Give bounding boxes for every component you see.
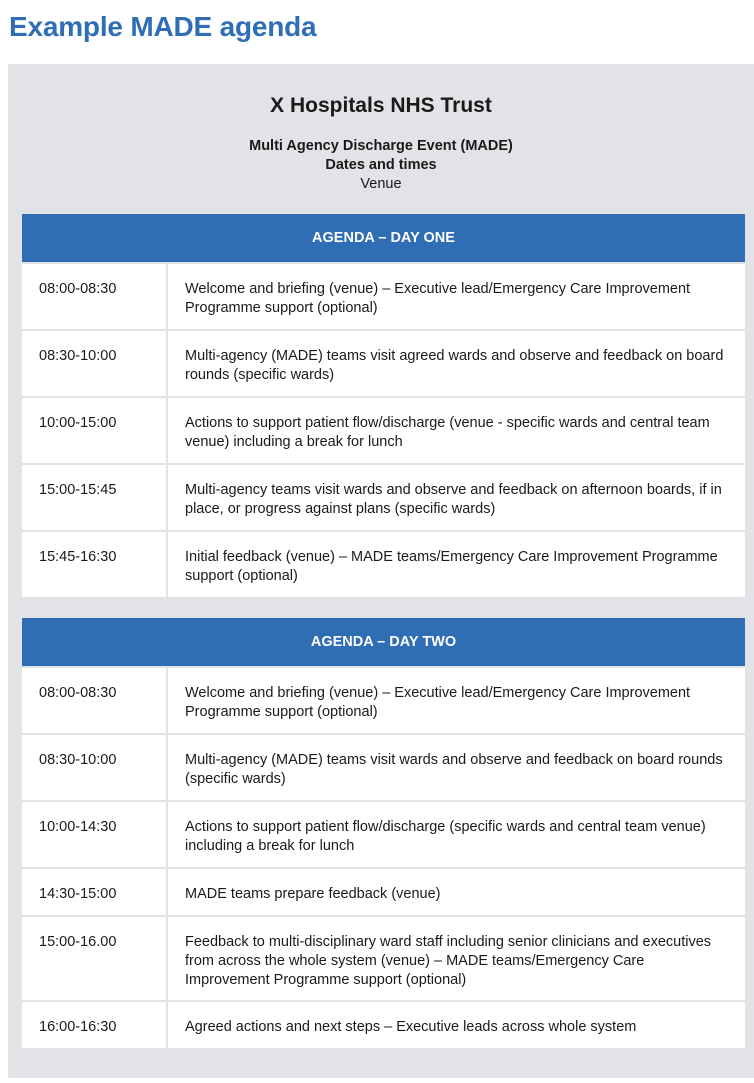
- table-row: [22, 800, 745, 867]
- time-cell: 15:00-16.00: [22, 917, 168, 1000]
- description-cell: Welcome and briefing (venue) – Executive lead/Emergency Care Improvement Programme support (optional): [185, 685, 691, 720]
- agenda-day-one-table: [22, 214, 745, 597]
- table-row: [22, 396, 745, 463]
- table-row: [22, 530, 745, 597]
- table-row: [22, 733, 745, 800]
- dates-label: Dates and times: [325, 157, 437, 173]
- time-cell: 15:45-16:30: [22, 532, 168, 597]
- page-title: Example MADE agenda: [9, 11, 317, 42]
- table-row: [22, 1000, 745, 1048]
- description-cell: Feedback to multi-disciplinary ward staff including senior clinicians and executives from across the whole system (venue) – MADE teams/Emergency Care Improvement Programme support (optional): [185, 934, 712, 988]
- description-cell: MADE teams prepare feedback (venue): [185, 886, 441, 902]
- time-cell: 16:00-16:30: [22, 1002, 168, 1048]
- time-cell: 08:30-10:00: [22, 331, 168, 396]
- description-cell: Multi-agency (MADE) teams visit wards and observe and feedback on board rounds (specific wards): [185, 752, 723, 787]
- description-cell: Welcome and briefing (venue) – Executive lead/Emergency Care Improvement Programme support (optional): [185, 281, 691, 316]
- table-row: [22, 262, 745, 329]
- table-row: [22, 867, 745, 915]
- table-row: [22, 463, 745, 530]
- time-cell: 08:00-08:30: [22, 264, 168, 329]
- table-row: [22, 915, 745, 1000]
- event-name: Multi Agency Discharge Event (MADE): [249, 138, 513, 154]
- agenda-day-two-heading: AGENDA – DAY TWO: [22, 618, 745, 666]
- agenda-panel: [8, 64, 754, 1078]
- description-cell: Multi-agency teams visit wards and observe and feedback on afternoon boards, if in place, or progress against plans (specific wards): [185, 482, 722, 517]
- table-row: [22, 666, 745, 733]
- table-row: [22, 329, 745, 396]
- description-cell: Multi-agency (MADE) teams visit agreed wards and observe and feedback on board rounds (specific wards): [185, 348, 724, 383]
- agenda-day-two-table: [22, 618, 745, 1048]
- venue-label: Venue: [360, 176, 402, 192]
- description-cell: Initial feedback (venue) – MADE teams/Emergency Care Improvement Programme support (optional): [185, 549, 718, 584]
- description-cell: Actions to support patient flow/discharge (venue - specific wards and central team venue) including a break for lunch: [185, 415, 710, 450]
- time-cell: 14:30-15:00: [22, 869, 168, 915]
- time-cell: 08:00-08:30: [22, 668, 168, 733]
- time-cell: 10:00-15:00: [22, 398, 168, 463]
- agenda-day-one-heading: AGENDA – DAY ONE: [22, 214, 745, 262]
- time-cell: 10:00-14:30: [22, 802, 168, 867]
- description-cell: Actions to support patient flow/discharge (specific wards and central team venue) including a break for lunch: [185, 819, 706, 854]
- time-cell: 08:30-10:00: [22, 735, 168, 800]
- organisation-title: X Hospitals NHS Trust: [270, 94, 492, 117]
- time-cell: 15:00-15:45: [22, 465, 168, 530]
- description-cell: Agreed actions and next steps – Executive leads across whole system: [185, 1019, 637, 1035]
